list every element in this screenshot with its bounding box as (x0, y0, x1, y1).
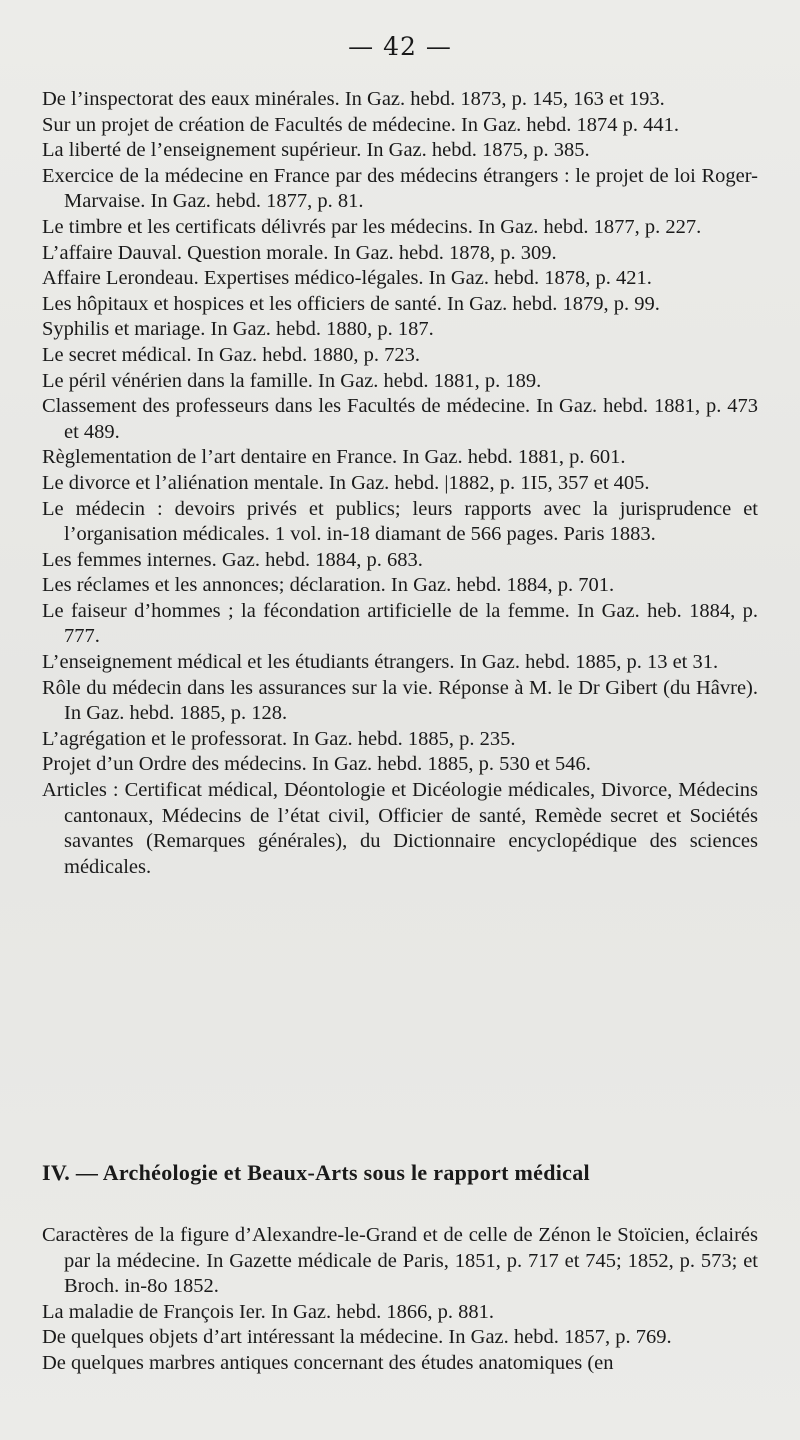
page-number: — 42 — (348, 32, 452, 61)
bibliography-entry: Sur un projet de création de Facultés de médecine. In Gaz. hebd. 1874 p. 441. (42, 113, 680, 136)
bibliography-entry: Projet d’un Ordre des médecins. In Gaz. hebd. 1885, p. 530 et 546. (42, 753, 591, 776)
bibliography-entry: Les femmes internes. Gaz. hebd. 1884, p. 683. (42, 548, 423, 571)
section-heading: IV. — Archéologie et Beaux-Arts sous le rapport médical (42, 1160, 590, 1185)
bibliography-entry: La maladie de François Ier. In Gaz. hebd. 1866, p. 881. (42, 1300, 495, 1323)
bibliography-entry: Le timbre et les certificats délivrés par les médecins. In Gaz. hebd. 1877, p. 227. (42, 215, 702, 238)
bibliography-entry: De quelques objets d’art intéressant la médecine. In Gaz. hebd. 1857, p. 769. (42, 1326, 672, 1349)
bibliography-entry: L’agrégation et le professorat. In Gaz. hebd. 1885, p. 235. (42, 727, 516, 750)
bibliography-entry: Caractères de la figure d’Alexandre-le-Grand et de celle de Zénon le Stoïcien, éclairés par la médecine. In Gazette médicale de Paris, 1851, p. 717 et 745; 1852, p. 573; et Broch. in-8o 1852. (42, 1224, 758, 1298)
bibliography-list-top (42, 87, 758, 880)
bibliography-entry: Le péril vénérien dans la famille. In Gaz. hebd. 1881, p. 189. (42, 369, 542, 392)
bibliography-entry: L’enseignement médical et les étudiants étrangers. In Gaz. hebd. 1885, p. 13 et 31. (42, 651, 719, 674)
bibliography-entry: Articles : Certificat médical, Déontologie et Dicéologie médicales, Divorce, Médecins cantonaux, Médecins de l’état civil, Officier de santé, Remède secret et Sociétés savantes (Remarques générales), du Dictionnaire encyclopédique des sciences médicales. (42, 779, 758, 878)
bibliography-entry: Syphilis et mariage. In Gaz. hebd. 1880, p. 187. (42, 318, 434, 341)
bibliography-entry: L’affaire Dauval. Question morale. In Gaz. hebd. 1878, p. 309. (42, 241, 557, 264)
bibliography-entry: La liberté de l’enseignement supérieur. In Gaz. hebd. 1875, p. 385. (42, 139, 590, 162)
bibliography-entry: Règlementation de l’art dentaire en France. In Gaz. hebd. 1881, p. 601. (42, 446, 626, 469)
bibliography-entry: Rôle du médecin dans les assurances sur la vie. Réponse à M. le Dr Gibert (du Hâvre). In Gaz. hebd. 1885, p. 128. (42, 676, 758, 725)
bibliography-entry: Exercice de la médecine en France par des médecins étrangers : le projet de loi Roger-Marvaise. In Gaz. hebd. 1877, p. 81. (42, 164, 758, 213)
bibliography-entry: Les hôpitaux et hospices et les officiers de santé. In Gaz. hebd. 1879, p. 99. (42, 292, 660, 315)
bibliography-entry: Les réclames et les annonces; déclaration. In Gaz. hebd. 1884, p. 701. (42, 574, 615, 597)
bibliography-entry: De l’inspectorat des eaux minérales. In Gaz. hebd. 1873, p. 145, 163 et 193. (42, 88, 665, 110)
bibliography-entry: Affaire Lerondeau. Expertises médico-légales. In Gaz. hebd. 1878, p. 421. (42, 267, 652, 290)
bibliography-entry: De quelques marbres antiques concernant des études anatomiques (en (42, 1351, 614, 1374)
bibliography-entry: Le médecin : devoirs privés et publics; leurs rapports avec la jurisprudence et l’organisation médicales. 1 vol. in-18 diamant de 566 pages. Paris 1883. (42, 497, 758, 546)
bibliography-entry: Le secret médical. In Gaz. hebd. 1880, p. 723. (42, 343, 420, 366)
bibliography-list-bottom (42, 1223, 758, 1377)
bibliography-entry: Le divorce et l’aliénation mentale. In Gaz. hebd. |1882, p. 1I5, 357 et 405. (42, 471, 650, 494)
bibliography-entry: Le faiseur d’hommes ; la fécondation artificielle de la femme. In Gaz. heb. 1884, p. 777. (42, 599, 758, 648)
bibliography-entry: Classement des professeurs dans les Facultés de médecine. In Gaz. hebd. 1881, p. 473 et 489. (42, 395, 758, 443)
